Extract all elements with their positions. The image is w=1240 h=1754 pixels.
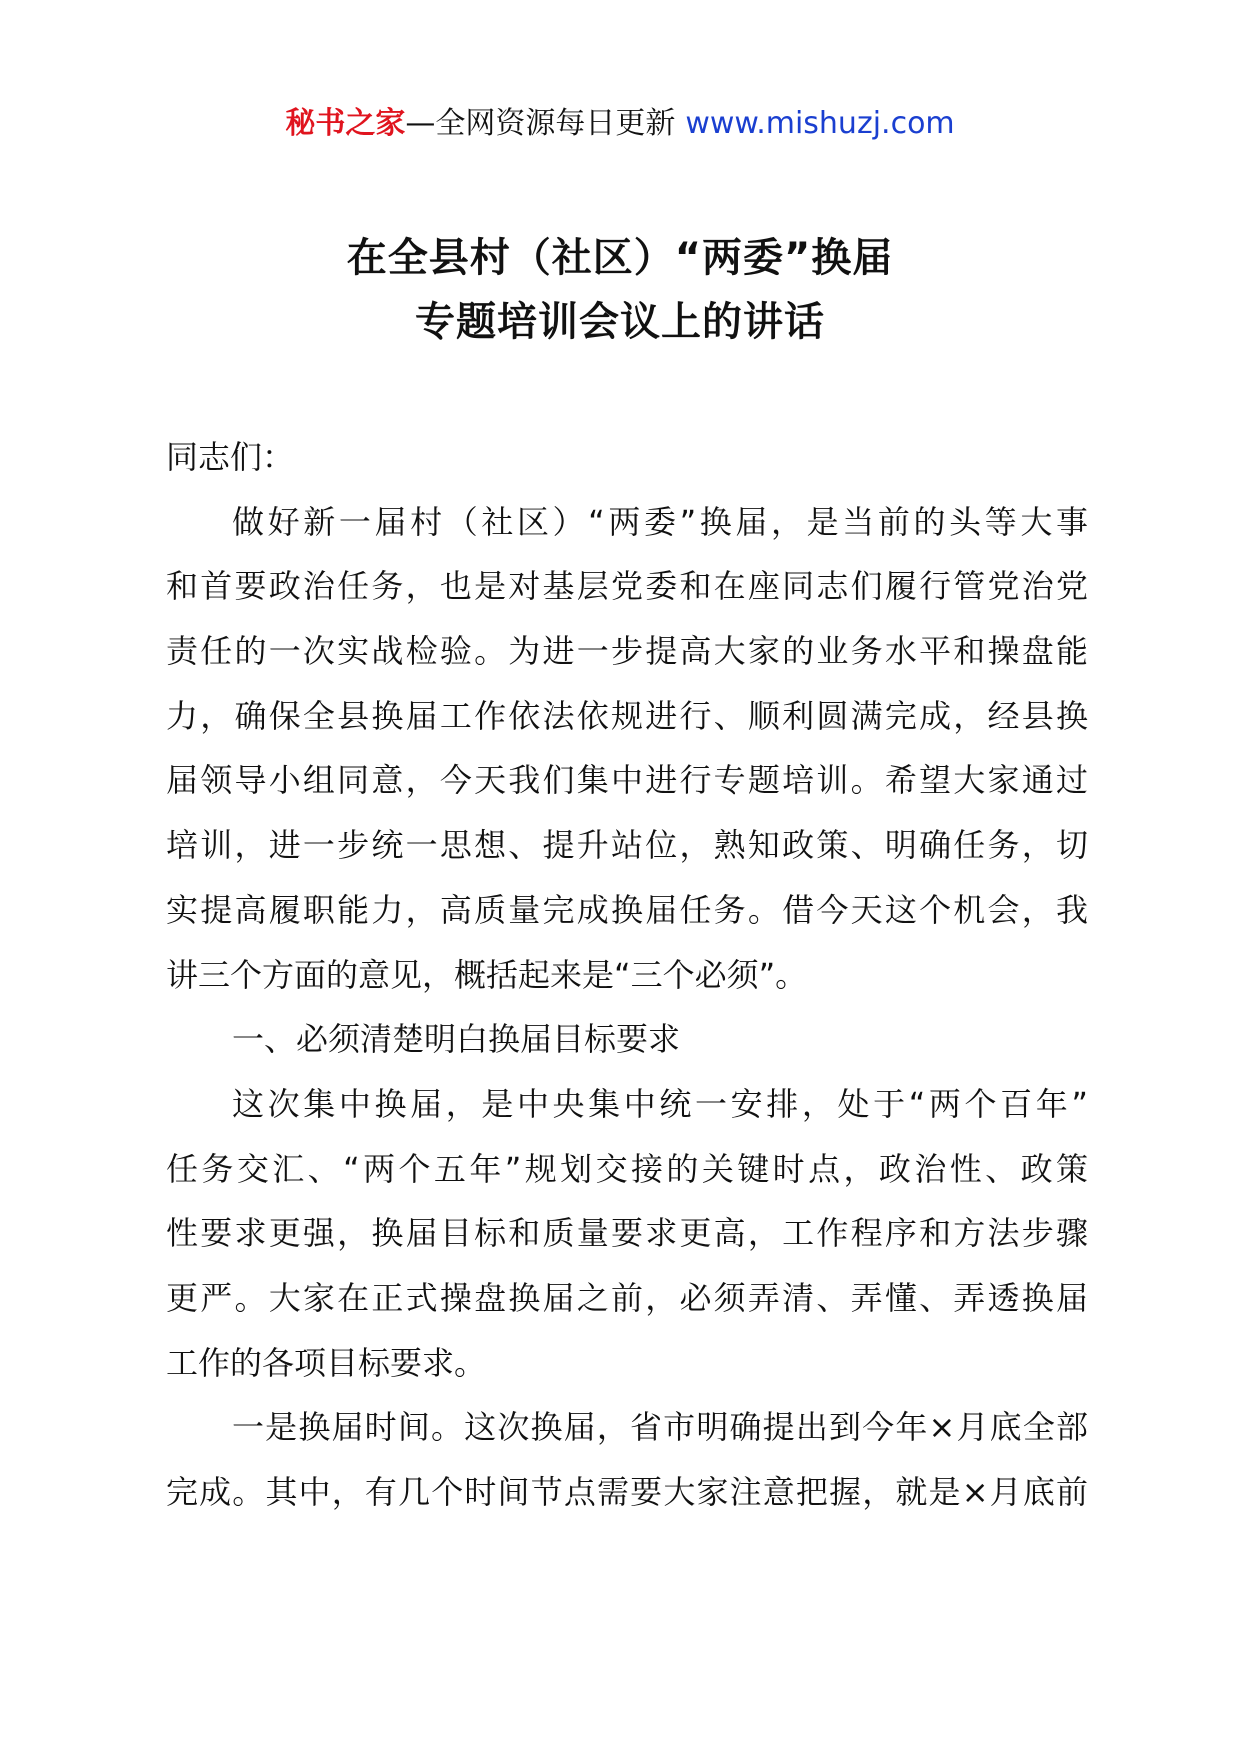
greeting: 同志们：: [166, 438, 295, 476]
title-line-1: 在全县村（社区）“两委”换届: [346, 235, 894, 281]
body-line: 任务交汇、“两个五年”规划交接的关键时点，政治性、政策: [166, 1149, 1088, 1188]
body-line: 工作的各项目标要求。: [166, 1343, 487, 1382]
title-line-2: 专题培训会议上的讲话: [415, 299, 825, 345]
body-line: 实提高履职能力，高质量完成换届任务。借今天这个机会，我: [166, 890, 1088, 929]
body-line: 力，确保全县换届工作依法依规进行、顺利圆满完成，经县换: [166, 696, 1088, 735]
body-line: 届领导小组同意，今天我们集中进行专题培训。希望大家通过: [166, 761, 1088, 800]
brand-name: 秘书之家: [285, 106, 406, 141]
body-line: 和首要政治任务，也是对基层党委和在座同志们履行管党治党: [166, 567, 1088, 606]
body-line: 完成。其中，有几个时间节点需要大家注意把握，就是×月底前: [166, 1473, 1088, 1511]
body-line: 更严。大家在正式操盘换届之前，必须弄清、弄懂、弄透换届: [166, 1278, 1088, 1317]
body-line: 讲三个方面的意见，概括起来是“三个必须”。: [166, 955, 808, 994]
body-line: 做好新一届村（社区）“两委”换届，是当前的头等大事: [232, 502, 1088, 541]
section-heading: 一、必须清楚明白换届目标要求: [232, 1020, 681, 1059]
body-line: 责任的一次实战检验。为进一步提高大家的业务水平和操盘能: [166, 632, 1088, 671]
body-line: 这次集中换届，是中央集中统一安排，处于“两个百年”: [232, 1084, 1088, 1123]
header-tagline: —全网资源每日更新: [405, 106, 676, 141]
document-title: [0, 226, 1240, 354]
site-header: [0, 104, 1240, 144]
body-line: 性要求更强，换届目标和质量要求更高，工作程序和方法步骤: [166, 1214, 1088, 1253]
site-url-link[interactable]: www.mishuzj.com: [685, 106, 955, 141]
body-line: 培训，进一步统一思想、提升站位，熟知政策、明确任务，切: [166, 826, 1088, 865]
body-line: 一是换届时间。这次换届，省市明确提出到今年×月底全部: [232, 1408, 1088, 1447]
document-body: [166, 425, 1088, 1525]
